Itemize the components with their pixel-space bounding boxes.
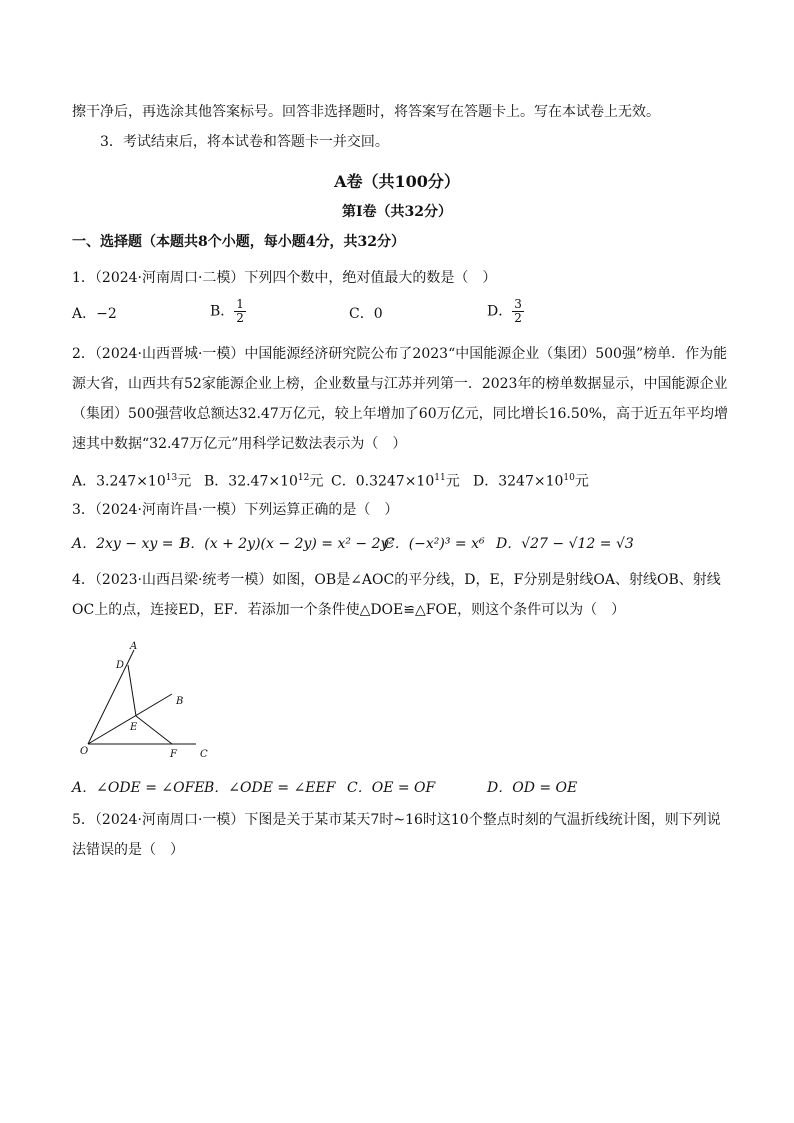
q3-stem: 3．（2024·河南许昌·一模）下列运算正确的是（ ）: [72, 502, 399, 518]
volume-heading: A卷（共100分）: [334, 172, 460, 191]
label-b: B: [176, 696, 184, 707]
q5-line-2: 法错误的是（ ）: [72, 842, 184, 858]
q1-option-a: A．−2: [72, 306, 117, 322]
q4-option-c: C．OE = OF: [347, 780, 436, 796]
label-f: F: [170, 749, 177, 760]
q1-option-b: [210, 298, 246, 325]
q1-option-d-label: D．: [487, 303, 513, 320]
q2-line-1: 2．（2024·山西晋城·一模）中国能源经济研究院公布了2023“中国能源企业（集团）500强”榜单．作为能: [72, 346, 728, 362]
q2-b-base: B．32.47×10: [204, 473, 298, 490]
q3-option-d: D．√27 − √12 = √3: [496, 536, 634, 552]
q1-stem: 1．（2024·河南周口·二模）下列四个数中，绝对值最大的数是（ ）: [72, 270, 497, 286]
q2-d-exponent: 10: [563, 473, 575, 483]
section-heading: 一、选择题（本题共8个小题，每小题4分，共32分）: [72, 234, 405, 250]
q3-option-b: B．(x + 2y)(x − 2y) = x² − 2y²: [180, 536, 395, 552]
q3-option-c: C．(−x²)³ = x⁶: [384, 536, 485, 552]
label-a: A: [130, 641, 138, 652]
angle-bisector-figure: [72, 636, 222, 764]
q4-line-2: OC上的点，连接ED，EF．若添加一个条件使△DOE≌△FOE，则这个条件可以为（ ）: [72, 602, 626, 618]
instruction-line-1: 擦干净后，再选涂其他答案标号。回答非选择题时，将答案写在答题卡上。写在本试卷上无效。: [72, 104, 660, 120]
q1-option-b-label: B．: [210, 303, 235, 320]
label-e: E: [130, 722, 138, 733]
q4-option-d: D．OD = OE: [487, 780, 578, 796]
segment-ef: [136, 716, 172, 744]
fraction-denominator: 2: [514, 311, 522, 325]
segment-ed: [128, 665, 136, 716]
q1-option-d-fraction: [512, 298, 524, 325]
q2-line-2: 源大省，山西共有52家能源企业上榜，企业数量与江苏并列第一．2023年的榜单数据显示，中国能源企业: [72, 376, 728, 392]
q2-c-base: C．0.3247×10: [331, 473, 435, 490]
q3-option-a: A．2xy − xy = 1: [72, 536, 187, 552]
q2-b-unit: 元: [309, 473, 324, 490]
fraction-denominator: 2: [236, 311, 244, 325]
q2-a-unit: 元: [177, 473, 192, 490]
label-c: C: [200, 749, 208, 760]
q2-option-d: [473, 468, 589, 492]
q2-c-exponent: 11: [434, 473, 446, 483]
q2-line-4: 速其中数据“32.47万亿元”用科学记数法表示为（ ）: [72, 436, 407, 452]
q4-option-b: B．∠ODE = ∠EEF: [204, 780, 336, 796]
part-heading: 第Ⅰ卷（共32分）: [341, 204, 453, 220]
instruction-line-2: 3．考试结束后，将本试卷和答题卡一并交回。: [100, 134, 389, 150]
q4-line-1: 4．（2023·山西吕梁·统考一模）如图，OB是∠AOC的平分线，D，E，F分别是射线OA、射线OB、射线: [72, 572, 721, 588]
fraction-numerator: 3: [514, 297, 522, 311]
q4-option-a: A．∠ODE = ∠OFE: [72, 780, 205, 796]
q2-a-exponent: 13: [165, 473, 178, 483]
q1-option-b-fraction: [234, 298, 246, 325]
fraction-numerator: 1: [236, 297, 244, 311]
q2-b-exponent: 12: [297, 473, 310, 483]
q2-d-base: D．3247×10: [473, 473, 564, 490]
q1-option-c: C．0: [349, 306, 383, 322]
q2-d-unit: 元: [574, 473, 589, 490]
q2-c-unit: 元: [445, 473, 460, 490]
q5-line-1: 5．（2024·河南周口·一模）下图是关于某市某天7时~16时这10个整点时刻的气温折线统计图，则下列说: [72, 812, 721, 828]
q2-option-a: [72, 468, 191, 492]
q1-option-d: [487, 298, 524, 325]
q2-line-3: （集团）500强营收总额达32.47万亿元，较上年增加了60万亿元，同比增长16.50%，高于近五年平均增: [72, 406, 728, 422]
q2-option-b: [204, 468, 323, 492]
q2-option-c: [331, 468, 460, 492]
q2-a-base: A．3.247×10: [72, 473, 166, 490]
label-d: D: [116, 660, 125, 671]
label-o: O: [80, 746, 89, 757]
